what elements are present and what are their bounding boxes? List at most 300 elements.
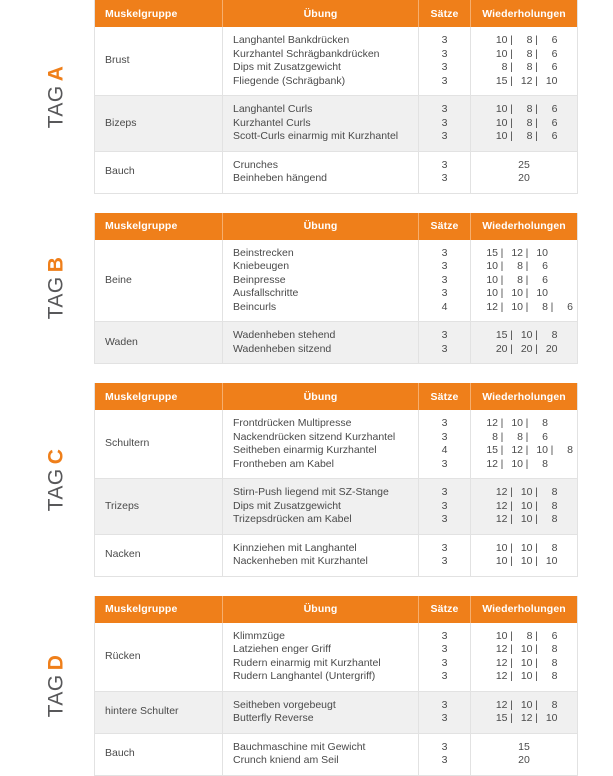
reps-value: 10	[520, 698, 533, 711]
reps-value: 8	[492, 430, 498, 443]
reps-value: 12	[495, 670, 508, 682]
exercise-name: Crunches	[233, 158, 278, 171]
exercise-sets: 3	[441, 486, 448, 498]
day-block-d	[0, 596, 613, 776]
reps-value: 10	[545, 712, 558, 724]
exercise-sets: 3	[441, 643, 448, 655]
reps-value: 8	[551, 698, 558, 711]
table-row	[95, 240, 578, 322]
reps-value: 15	[486, 444, 498, 456]
reps-value: 10	[495, 47, 508, 60]
exercise-reps	[481, 431, 573, 445]
reps-value: 10	[495, 629, 508, 642]
exercise-reps	[491, 542, 558, 556]
exercise-name: Beinheben hängend	[233, 172, 328, 184]
reps-value: 10	[495, 103, 508, 115]
reps-value: 12	[495, 499, 508, 512]
exercise-name: Bauchmaschine mit Gewicht	[233, 740, 366, 753]
reps-value: 15	[486, 246, 498, 259]
exercise-name: Dips mit Zusatzgewicht	[233, 499, 341, 512]
reps-grid	[481, 247, 573, 315]
exercise-reps	[481, 247, 573, 261]
reps-value: 10	[520, 643, 533, 655]
exercise-sets: 3	[441, 754, 448, 766]
exercise-sets: 3	[441, 430, 448, 443]
reps-value: 6	[551, 47, 558, 60]
reps-grid	[491, 542, 558, 569]
cell-uebung	[223, 322, 419, 364]
exercise-name: Wadenheben stehend	[233, 329, 336, 341]
table-row	[95, 27, 578, 96]
exercise-name: Klimmzüge	[233, 629, 285, 642]
exercise-reps	[491, 500, 558, 514]
reps-value: 8	[517, 273, 523, 286]
cell-muskelgruppe: Beine	[95, 240, 223, 322]
cell-wiederholungen	[471, 479, 578, 535]
exercise-sets: 3	[441, 457, 448, 470]
table-row	[95, 623, 578, 692]
exercise-sets: 3	[441, 541, 448, 554]
exercise-sets: 3	[441, 47, 448, 60]
cell-muskelgruppe: Bauch	[95, 151, 223, 193]
reps-value: 12	[520, 74, 533, 87]
reps-separator: |	[510, 74, 513, 87]
reps-value: 6	[542, 430, 548, 443]
day-tag-gutter	[18, 0, 94, 194]
column-header-saetze: Sätze	[419, 0, 471, 27]
reps-value: 10	[495, 541, 508, 554]
table-row	[95, 691, 578, 733]
reps-value: 10	[520, 499, 533, 512]
reps-separator: |	[510, 499, 513, 512]
exercise-sets: 3	[441, 246, 448, 259]
exercise-name: Seitheben einarmig Kurzhantel	[233, 444, 377, 456]
day-tag-word: TAG	[44, 85, 68, 129]
exercise-reps	[481, 444, 573, 458]
reps-value: 12	[495, 643, 508, 655]
reps-separator: |	[535, 486, 538, 498]
cell-saetze	[419, 27, 471, 96]
reps-separator: |	[535, 74, 538, 87]
exercise-reps	[491, 657, 558, 671]
table-header-row	[95, 213, 578, 240]
reps-value: 8	[526, 116, 533, 129]
reps-value: 10	[520, 486, 533, 498]
cell-wiederholungen	[471, 623, 578, 692]
exercise-reps	[491, 61, 558, 75]
cell-saetze	[419, 410, 471, 479]
reps-separator: |	[535, 541, 538, 554]
reps-separator: |	[535, 712, 538, 724]
exercise-sets: 3	[441, 273, 448, 286]
reps-separator: |	[510, 656, 513, 669]
cell-wiederholungen	[471, 96, 578, 152]
reps-value: 10	[495, 555, 508, 567]
exercise-name: Frontheben am Kabel	[233, 457, 334, 470]
reps-grid	[491, 486, 558, 527]
reps-value: 6	[542, 273, 548, 286]
reps-value: 10	[536, 246, 548, 259]
exercise-sets: 3	[441, 712, 448, 724]
day-tag-letter: B	[44, 256, 68, 273]
exercise-name: Crunch kniend am Seil	[233, 754, 339, 766]
table-row	[95, 410, 578, 479]
reps-value: 6	[551, 34, 558, 46]
reps-value: 10	[536, 287, 548, 299]
column-header-saetze: Sätze	[419, 383, 471, 410]
exercise-reps	[491, 630, 558, 644]
reps-value: 12	[511, 246, 523, 259]
exercise-sets: 3	[441, 629, 448, 642]
cell-saetze	[419, 322, 471, 364]
cell-uebung	[223, 240, 419, 322]
column-header-muskelgruppe: Muskelgruppe	[95, 596, 223, 623]
exercise-name: Beinpresse	[233, 273, 286, 286]
reps-separator: |	[525, 287, 529, 299]
reps-value: 8	[526, 629, 533, 642]
reps-value: 10	[520, 555, 533, 567]
reps-value: 12	[486, 457, 498, 470]
exercise-name: Stirn-Push liegend mit SZ-Stange	[233, 486, 389, 498]
reps-value: 8	[542, 417, 548, 429]
reps-value: 12	[495, 513, 508, 525]
exercise-name: Seitheben vorgebeugt	[233, 698, 336, 711]
reps-separator: |	[510, 698, 513, 711]
reps-value: 8	[526, 61, 533, 73]
reps-separator: |	[535, 329, 538, 341]
cell-uebung	[223, 151, 419, 193]
cell-saetze	[419, 534, 471, 576]
column-header-uebung: Übung	[223, 596, 419, 623]
reps-value: 8	[551, 541, 558, 554]
reps-value: 20	[520, 342, 533, 355]
exercise-name: Frontdrücken Multipresse	[233, 417, 352, 429]
reps-value: 8	[551, 329, 558, 341]
day-table	[94, 213, 578, 365]
reps-separator: |	[510, 130, 513, 142]
exercise-reps	[491, 555, 558, 569]
exercise-reps	[491, 513, 558, 527]
exercise-name: Wadenheben sitzend	[233, 342, 332, 355]
day-tag-label	[46, 654, 67, 717]
exercise-sets: 3	[441, 698, 448, 711]
exercise-reps	[491, 75, 558, 89]
exercise-name: Dips mit Zusatzgewicht	[233, 61, 341, 73]
cell-uebung	[223, 27, 419, 96]
day-tag-gutter	[18, 213, 94, 365]
table-row	[95, 322, 578, 364]
exercise-name: Rudern einarmig mit Kurzhantel	[233, 656, 381, 669]
exercise-reps	[481, 301, 573, 315]
reps-separator: |	[510, 486, 513, 498]
cell-saetze	[419, 623, 471, 692]
exercise-reps	[491, 486, 558, 500]
exercise-name: Kurzhantel Schrägbankdrücken	[233, 47, 380, 60]
exercise-sets: 3	[441, 287, 448, 299]
reps-separator: |	[500, 246, 504, 259]
reps-value: 12	[486, 300, 498, 313]
reps-value: 15	[495, 74, 508, 87]
exercise-name: Trizepsdrücken am Kabel	[233, 513, 352, 525]
reps-separator: |	[500, 300, 504, 313]
cell-saetze	[419, 96, 471, 152]
reps-value: 10	[520, 513, 533, 525]
column-header-muskelgruppe: Muskelgruppe	[95, 0, 223, 27]
exercise-name: Beincurls	[233, 300, 277, 313]
exercise-name: Fliegende (Schrägbank)	[233, 74, 346, 87]
exercise-sets: 4	[441, 300, 448, 313]
exercise-sets: 3	[441, 342, 448, 355]
exercise-reps: 15	[518, 740, 530, 753]
reps-separator: |	[535, 656, 538, 669]
exercise-sets: 3	[441, 417, 448, 429]
reps-separator: |	[535, 103, 538, 115]
reps-separator: |	[535, 342, 538, 355]
exercise-reps	[491, 34, 558, 48]
exercise-sets: 4	[441, 444, 448, 456]
column-header-uebung: Übung	[223, 213, 419, 240]
cell-muskelgruppe: Waden	[95, 322, 223, 364]
reps-value: 12	[486, 417, 498, 429]
reps-value: 6	[551, 61, 558, 73]
reps-separator: |	[535, 34, 538, 46]
reps-value: 8	[542, 457, 548, 470]
reps-separator: |	[550, 444, 554, 456]
day-tag-gutter	[18, 596, 94, 776]
exercise-sets: 3	[441, 61, 448, 73]
reps-separator: |	[535, 116, 538, 129]
reps-value: 8	[501, 61, 508, 73]
reps-grid	[491, 699, 558, 726]
reps-value: 10	[495, 116, 508, 129]
exercise-reps	[491, 643, 558, 657]
exercise-reps	[491, 670, 558, 684]
reps-separator: |	[550, 300, 554, 313]
exercise-name: Ausfallschritte	[233, 287, 299, 299]
reps-separator: |	[535, 499, 538, 512]
reps-separator: |	[525, 444, 529, 456]
exercise-sets: 3	[441, 260, 448, 272]
exercise-sets: 3	[441, 740, 448, 753]
exercise-sets: 3	[441, 103, 448, 115]
cell-wiederholungen	[471, 27, 578, 96]
table-header-row	[95, 596, 578, 623]
reps-separator: |	[535, 513, 538, 525]
reps-value: 12	[495, 486, 508, 498]
cell-saetze	[419, 733, 471, 775]
reps-separator: |	[500, 287, 504, 299]
day-tag-gutter	[18, 383, 94, 577]
day-block-b	[0, 213, 613, 365]
cell-saetze	[419, 240, 471, 322]
reps-separator: |	[500, 260, 504, 272]
exercise-reps	[491, 699, 558, 713]
reps-grid	[491, 329, 558, 356]
exercise-name: Butterfly Reverse	[233, 712, 314, 724]
day-table	[94, 596, 578, 776]
column-header-wiederholungen: Wiederholungen	[471, 0, 578, 27]
column-header-uebung: Übung	[223, 0, 419, 27]
day-tag-letter: C	[44, 448, 68, 465]
reps-separator: |	[500, 417, 504, 429]
reps-value: 8	[517, 430, 523, 443]
exercise-name: Rudern Langhantel (Untergriff)	[233, 670, 376, 682]
day-tag-word: TAG	[44, 673, 68, 717]
day-tag-word: TAG	[44, 276, 68, 320]
reps-separator: |	[535, 130, 538, 142]
reps-value: 8	[526, 47, 533, 60]
cell-wiederholungen	[471, 410, 578, 479]
reps-separator: |	[510, 116, 513, 129]
reps-separator: |	[525, 273, 529, 286]
table-row	[95, 96, 578, 152]
cell-uebung	[223, 623, 419, 692]
reps-separator: |	[510, 61, 513, 73]
exercise-sets: 3	[441, 670, 448, 682]
cell-muskelgruppe: Schultern	[95, 410, 223, 479]
reps-separator: |	[525, 300, 529, 313]
day-table	[94, 0, 578, 194]
column-header-saetze: Sätze	[419, 596, 471, 623]
reps-separator: |	[535, 670, 538, 682]
exercise-name: Kurzhantel Curls	[233, 116, 311, 129]
exercise-sets: 3	[441, 158, 448, 171]
reps-separator: |	[525, 260, 529, 272]
reps-value: 10	[520, 656, 533, 669]
column-header-muskelgruppe: Muskelgruppe	[95, 383, 223, 410]
reps-value: 6	[542, 260, 548, 272]
reps-value: 8	[526, 103, 533, 115]
day-tag-letter: D	[44, 654, 68, 670]
cell-uebung	[223, 96, 419, 152]
reps-value: 15	[495, 329, 508, 341]
reps-value: 10	[520, 329, 533, 341]
reps-value: 12	[495, 698, 508, 711]
reps-value: 8	[551, 670, 558, 682]
table-header-row	[95, 0, 578, 27]
cell-wiederholungen	[471, 733, 578, 775]
exercise-reps: 20	[518, 754, 530, 766]
cell-wiederholungen	[471, 151, 578, 193]
reps-value: 8	[551, 499, 558, 512]
cell-muskelgruppe: hintere Schulter	[95, 691, 223, 733]
day-tag-word: TAG	[44, 468, 68, 512]
exercise-name: Kinnziehen mit Langhantel	[233, 541, 357, 554]
reps-value: 8	[542, 300, 548, 313]
reps-value: 10	[486, 260, 498, 272]
reps-value: 8	[551, 656, 558, 669]
day-block-c	[0, 383, 613, 577]
day-tag-label	[46, 257, 67, 320]
table-row	[95, 733, 578, 775]
exercise-reps	[481, 287, 573, 301]
reps-grid	[491, 34, 558, 88]
reps-separator: |	[510, 541, 513, 554]
exercise-sets: 3	[441, 116, 448, 129]
reps-separator: |	[500, 457, 504, 470]
table-row	[95, 151, 578, 193]
reps-value: 12	[511, 444, 523, 456]
reps-separator: |	[535, 643, 538, 655]
exercise-reps	[491, 712, 558, 726]
reps-value: 10	[545, 555, 558, 567]
reps-value: 6	[551, 629, 558, 642]
reps-value: 8	[526, 34, 533, 46]
exercise-reps: 25	[518, 158, 530, 171]
cell-uebung	[223, 733, 419, 775]
reps-value: 8	[517, 260, 523, 272]
table-row	[95, 534, 578, 576]
reps-separator: |	[510, 329, 513, 341]
reps-value: 10	[511, 300, 523, 313]
exercise-name: Langhantel Curls	[233, 103, 313, 115]
cell-wiederholungen	[471, 691, 578, 733]
exercise-reps	[491, 103, 558, 117]
column-header-saetze: Sätze	[419, 213, 471, 240]
reps-value: 8	[551, 643, 558, 655]
reps-separator: |	[510, 342, 513, 355]
cell-uebung	[223, 479, 419, 535]
reps-separator: |	[510, 47, 513, 60]
reps-separator: |	[500, 430, 504, 443]
cell-saetze	[419, 151, 471, 193]
reps-value: 10	[536, 444, 548, 456]
reps-separator: |	[510, 712, 513, 724]
column-header-wiederholungen: Wiederholungen	[471, 213, 578, 240]
cell-wiederholungen	[471, 534, 578, 576]
column-header-uebung: Übung	[223, 383, 419, 410]
reps-separator: |	[510, 670, 513, 682]
reps-value: 20	[545, 342, 558, 355]
exercise-reps	[491, 117, 558, 131]
cell-wiederholungen	[471, 322, 578, 364]
day-tag-label	[46, 65, 67, 128]
reps-value: 10	[486, 287, 498, 299]
cell-uebung	[223, 534, 419, 576]
day-tag-letter: A	[44, 65, 68, 82]
exercise-reps	[491, 48, 558, 62]
exercise-reps	[481, 260, 573, 274]
reps-separator: |	[535, 47, 538, 60]
exercise-sets: 3	[441, 555, 448, 567]
cell-uebung	[223, 691, 419, 733]
reps-separator: |	[510, 34, 513, 46]
day-table	[94, 383, 578, 577]
table-row	[95, 479, 578, 535]
reps-value: 6	[551, 103, 558, 115]
reps-separator: |	[535, 698, 538, 711]
exercise-name: Kniebeugen	[233, 260, 290, 272]
reps-value: 8	[526, 130, 533, 142]
cell-muskelgruppe: Brust	[95, 27, 223, 96]
cell-saetze	[419, 479, 471, 535]
cell-wiederholungen	[471, 240, 578, 322]
reps-separator: |	[535, 629, 538, 642]
exercise-name: Latziehen enger Griff	[233, 643, 331, 655]
reps-separator: |	[500, 444, 504, 456]
reps-separator: |	[510, 629, 513, 642]
exercise-reps	[491, 329, 558, 343]
reps-value: 8	[567, 444, 573, 456]
day-tag-label	[46, 448, 67, 511]
reps-grid	[491, 630, 558, 684]
reps-separator: |	[510, 513, 513, 525]
reps-value: 10	[520, 541, 533, 554]
cell-uebung	[223, 410, 419, 479]
exercise-reps	[481, 458, 573, 472]
cell-muskelgruppe: Rücken	[95, 623, 223, 692]
exercise-name: Langhantel Bankdrücken	[233, 34, 350, 46]
